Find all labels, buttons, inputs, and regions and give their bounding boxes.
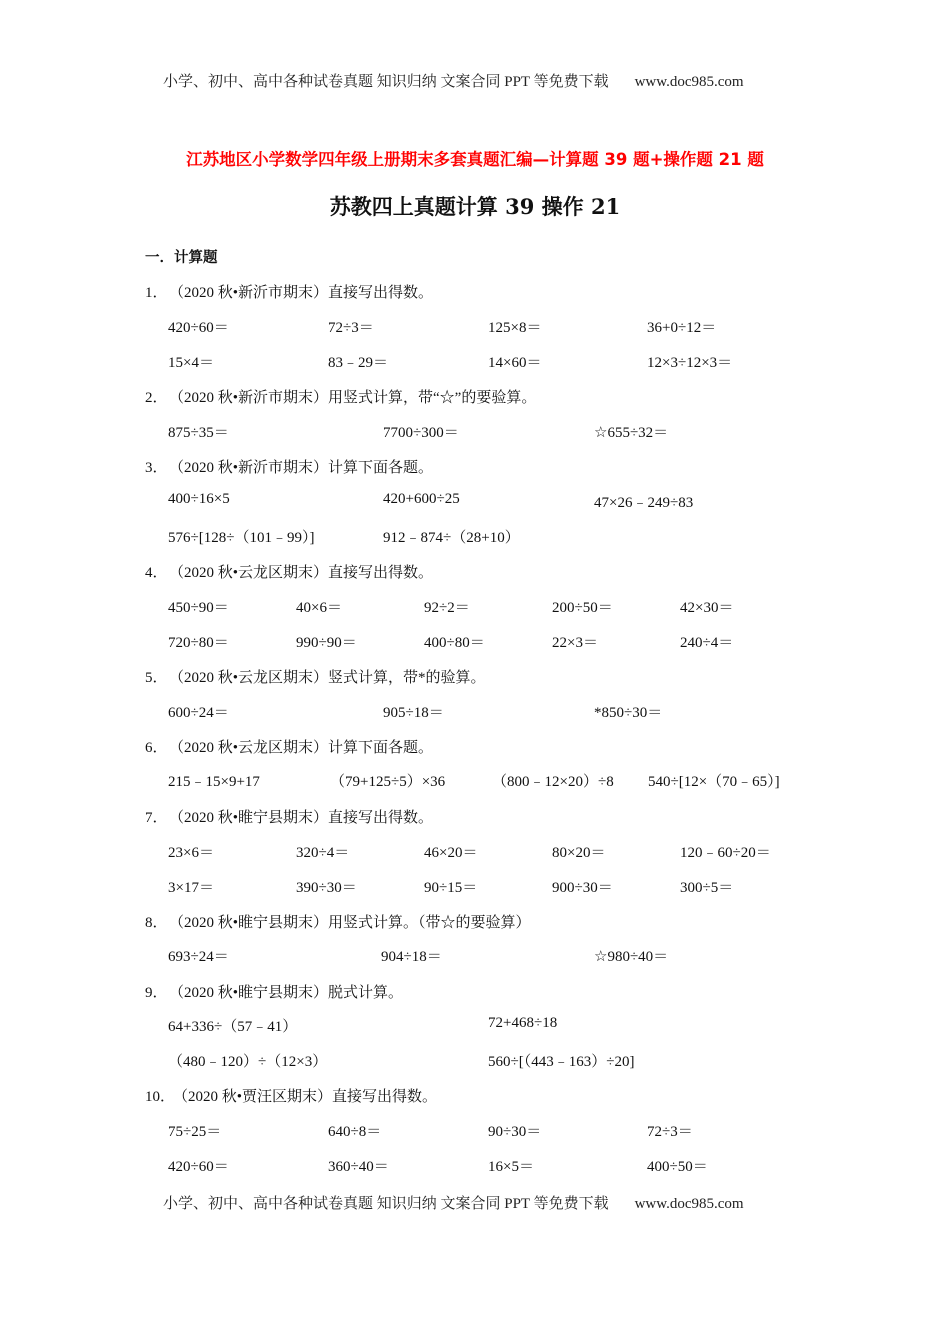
problem-item: ☆980÷40＝: [594, 949, 669, 965]
problem-item: 46×20＝: [424, 845, 478, 861]
problem-item: 80×20＝: [552, 845, 606, 861]
problem-item: 15×4＝: [168, 355, 214, 371]
problem-item: 200÷50＝: [552, 600, 613, 616]
problem-item: 72÷3＝: [647, 1124, 693, 1140]
problem-item: 75÷25＝: [168, 1124, 222, 1140]
problem-item: 693÷24＝: [168, 949, 229, 965]
problem-item: 72÷3＝: [328, 320, 374, 336]
question-4: 4．（2020 秋•云龙区期末）直接写出得数。: [145, 565, 434, 581]
problem-item: *850÷30＝: [594, 705, 663, 721]
red-title: 江苏地区小学数学四年级上册期末多套真题汇编—计算题 39 题+操作题 21 题: [186, 150, 764, 169]
problem-item: 215﹣15×9+17: [168, 774, 260, 790]
problem-item: 83﹣29＝: [328, 355, 389, 371]
problem-item: 22×3＝: [552, 635, 598, 651]
question-5: 5．（2020 秋•云龙区期末）竖式计算，带*的验算。: [145, 670, 486, 686]
problem-item: 360÷40＝: [328, 1159, 389, 1175]
problem-item: 875÷35＝: [168, 425, 229, 441]
footer-text: 小学、初中、高中各种试卷真题 知识归纳 文案合同 PPT 等免费下载: [163, 1196, 609, 1212]
problem-item: 560÷[（443﹣163）÷20]: [488, 1054, 635, 1070]
problem-item: 16×5＝: [488, 1159, 534, 1175]
problem-item: 420÷60＝: [168, 1159, 229, 1175]
problem-item: 720÷80＝: [168, 635, 229, 651]
problem-item: 400÷80＝: [424, 635, 485, 651]
problem-item: 390÷30＝: [296, 880, 357, 896]
problem-item: （480﹣120）÷（12×3）: [168, 1054, 328, 1070]
problem-item: 600÷24＝: [168, 705, 229, 721]
problem-item: 320÷4＝: [296, 845, 350, 861]
question-8: 8．（2020 秋•睢宁县期末）用竖式计算。（带☆的要验算）: [145, 915, 531, 931]
problem-item: 905÷18＝: [383, 705, 444, 721]
problem-item: 92÷2＝: [424, 600, 470, 616]
problem-item: 64+336÷（57﹣41）: [168, 1019, 298, 1035]
problem-item: 90÷30＝: [488, 1124, 542, 1140]
problem-item: 3×17＝: [168, 880, 214, 896]
problem-item: （79+125÷5）×36: [330, 774, 446, 790]
problem-item: 400÷16×5: [168, 491, 230, 507]
problem-item: （800﹣12×20）÷8: [492, 774, 614, 790]
header-text: 小学、初中、高中各种试卷真题 知识归纳 文案合同 PPT 等免费下载: [163, 74, 609, 90]
problem-item: 912﹣874÷（28+10）: [383, 530, 520, 546]
problem-item: 450÷90＝: [168, 600, 229, 616]
question-3: 3．（2020 秋•新沂市期末）计算下面各题。: [145, 460, 434, 476]
question-6: 6．（2020 秋•云龙区期末）计算下面各题。: [145, 740, 434, 756]
problem-item: 540÷[12×（70﹣65）]: [648, 774, 780, 790]
header-url: www.doc985.com: [634, 74, 744, 90]
page-footer: [163, 1192, 744, 1213]
question-1: 1．（2020 秋•新沂市期末）直接写出得数。: [145, 285, 434, 301]
section-title: 一．计算题: [145, 250, 218, 266]
problem-item: 14×60＝: [488, 355, 542, 371]
problem-item: 36+0÷12＝: [647, 320, 717, 336]
problem-item: 640÷8＝: [328, 1124, 382, 1140]
problem-item: 400÷50＝: [647, 1159, 708, 1175]
question-7: 7．（2020 秋•睢宁县期末）直接写出得数。: [145, 810, 434, 826]
problem-item: 47×26﹣249÷83: [594, 495, 694, 511]
problem-item: ☆655÷32＝: [594, 425, 669, 441]
question-2: 2．（2020 秋•新沂市期末）用竖式计算，带“☆”的要验算。: [145, 390, 537, 406]
problem-item: 12×3÷12×3＝: [647, 355, 733, 371]
problem-item: 90÷15＝: [424, 880, 478, 896]
problem-item: 7700÷300＝: [383, 425, 459, 441]
problem-item: 40×6＝: [296, 600, 342, 616]
main-title: 苏教四上真题计算 39 操作 21: [329, 194, 621, 219]
problem-item: 42×30＝: [680, 600, 734, 616]
question-9: 9．（2020 秋•睢宁县期末）脱式计算。: [145, 985, 404, 1001]
problem-item: 300÷5＝: [680, 880, 734, 896]
footer-url: www.doc985.com: [634, 1196, 744, 1212]
page-header: [163, 70, 744, 91]
problem-item: 120﹣60÷20＝: [680, 845, 771, 861]
problem-item: 240÷4＝: [680, 635, 734, 651]
problem-item: 900÷30＝: [552, 880, 613, 896]
problem-item: 990÷90＝: [296, 635, 357, 651]
problem-item: 904÷18＝: [381, 949, 442, 965]
problem-item: 420+600÷25: [383, 491, 460, 507]
problem-item: 72+468÷18: [488, 1015, 558, 1031]
problem-item: 23×6＝: [168, 845, 214, 861]
problem-item: 420÷60＝: [168, 320, 229, 336]
problem-item: 125×8＝: [488, 320, 542, 336]
problem-item: 576÷[128÷（101﹣99）]: [168, 530, 315, 546]
question-10: 10．（2020 秋•贾汪区期末）直接写出得数。: [145, 1089, 438, 1105]
